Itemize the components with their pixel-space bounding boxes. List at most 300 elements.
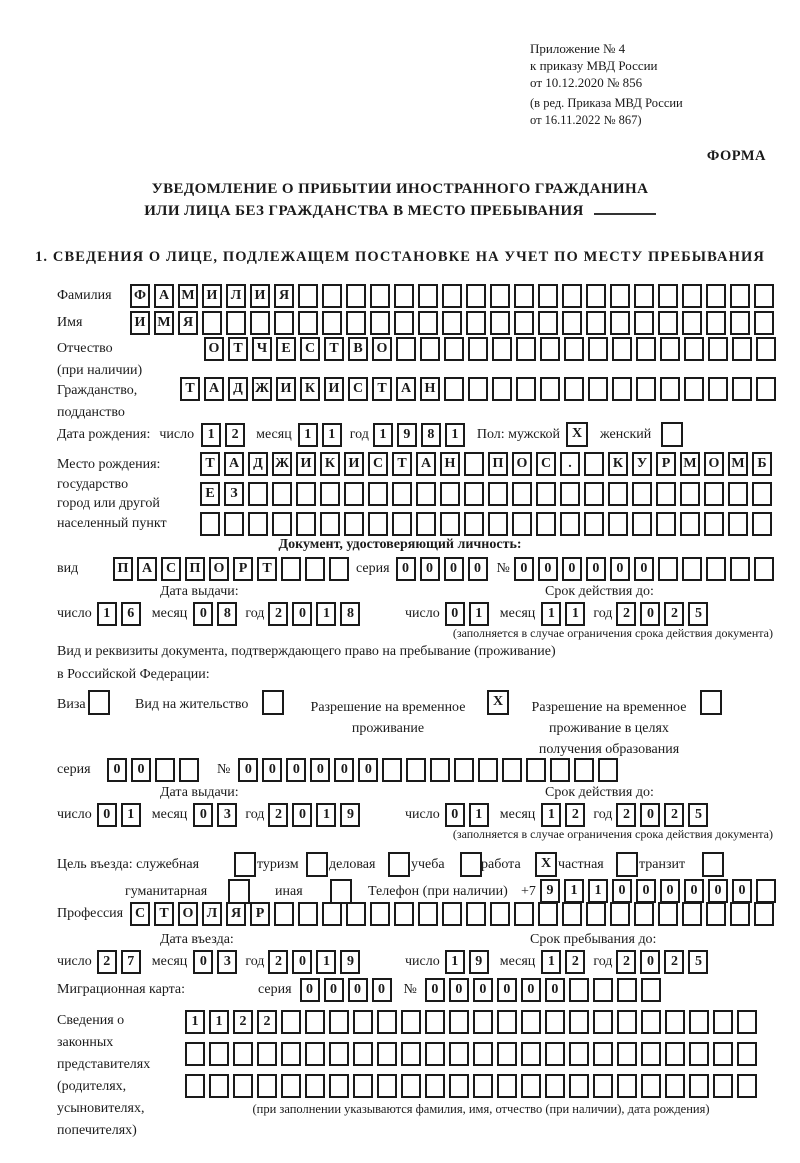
char-cell[interactable]: 0 xyxy=(300,978,320,1002)
char-cell[interactable] xyxy=(730,311,750,335)
char-cell[interactable] xyxy=(617,1042,637,1066)
char-cell[interactable] xyxy=(502,758,522,782)
char-cell[interactable] xyxy=(377,1042,397,1066)
char-cell[interactable]: 0 xyxy=(97,803,117,827)
char-cell[interactable]: 1 xyxy=(316,803,336,827)
char-cell[interactable] xyxy=(636,377,656,401)
char-cell[interactable] xyxy=(473,1042,493,1066)
char-cell[interactable] xyxy=(298,284,318,308)
char-cell[interactable]: 0 xyxy=(193,803,213,827)
char-cell[interactable] xyxy=(394,284,414,308)
char-cell[interactable]: 2 xyxy=(268,803,288,827)
char-cell[interactable]: Н xyxy=(440,452,460,476)
char-cell[interactable] xyxy=(416,482,436,506)
char-cell[interactable] xyxy=(488,512,508,536)
char-cell[interactable]: С xyxy=(130,902,150,926)
char-cell[interactable]: 1 xyxy=(565,602,585,626)
char-cell[interactable] xyxy=(449,1074,469,1098)
res-issue-day-cells[interactable] xyxy=(97,803,141,827)
char-cell[interactable] xyxy=(473,1010,493,1034)
char-cell[interactable] xyxy=(641,1074,661,1098)
patronymic-cells[interactable] xyxy=(204,337,776,361)
char-cell[interactable]: А xyxy=(137,557,157,581)
char-cell[interactable]: 0 xyxy=(131,758,151,782)
char-cell[interactable] xyxy=(588,337,608,361)
char-cell[interactable]: 0 xyxy=(521,978,541,1002)
char-cell[interactable]: 0 xyxy=(334,758,354,782)
char-cell[interactable] xyxy=(346,284,366,308)
char-cell[interactable]: С xyxy=(368,452,388,476)
char-cell[interactable]: Я xyxy=(178,311,198,335)
char-cell[interactable] xyxy=(298,311,318,335)
char-cell[interactable]: С xyxy=(161,557,181,581)
char-cell[interactable]: А xyxy=(154,284,174,308)
char-cell[interactable] xyxy=(257,1074,277,1098)
char-cell[interactable] xyxy=(185,1074,205,1098)
char-cell[interactable] xyxy=(464,452,484,476)
char-cell[interactable] xyxy=(562,902,582,926)
char-cell[interactable]: 0 xyxy=(468,557,488,581)
char-cell[interactable] xyxy=(658,284,678,308)
char-cell[interactable]: 1 xyxy=(588,879,608,903)
char-cell[interactable] xyxy=(320,482,340,506)
char-cell[interactable]: X xyxy=(566,422,588,447)
char-cell[interactable] xyxy=(396,337,416,361)
char-cell[interactable] xyxy=(185,1042,205,1066)
char-cell[interactable] xyxy=(665,1042,685,1066)
char-cell[interactable] xyxy=(700,690,722,715)
char-cell[interactable] xyxy=(490,284,510,308)
char-cell[interactable] xyxy=(516,377,536,401)
char-cell[interactable] xyxy=(418,311,438,335)
temp-residence-edu-checkbox[interactable] xyxy=(700,690,722,715)
char-cell[interactable] xyxy=(656,482,676,506)
char-cell[interactable]: 0 xyxy=(586,557,606,581)
female-checkbox[interactable] xyxy=(661,422,683,447)
surname-cells[interactable] xyxy=(130,284,774,308)
char-cell[interactable] xyxy=(394,311,414,335)
char-cell[interactable]: 1 xyxy=(541,602,561,626)
res-valid-month-cells[interactable] xyxy=(541,803,585,827)
char-cell[interactable] xyxy=(368,512,388,536)
char-cell[interactable]: 9 xyxy=(397,423,417,447)
char-cell[interactable] xyxy=(329,557,349,581)
mig-number-cells[interactable] xyxy=(425,978,661,1002)
char-cell[interactable] xyxy=(569,1042,589,1066)
char-cell[interactable] xyxy=(641,978,661,1002)
char-cell[interactable] xyxy=(274,902,294,926)
char-cell[interactable]: 1 xyxy=(121,803,141,827)
char-cell[interactable] xyxy=(593,1010,613,1034)
char-cell[interactable] xyxy=(430,758,450,782)
char-cell[interactable] xyxy=(250,311,270,335)
char-cell[interactable] xyxy=(704,482,724,506)
char-cell[interactable]: 0 xyxy=(238,758,258,782)
id-issue-day-cells[interactable] xyxy=(97,602,141,626)
char-cell[interactable] xyxy=(612,377,632,401)
char-cell[interactable] xyxy=(272,482,292,506)
char-cell[interactable] xyxy=(574,758,594,782)
char-cell[interactable]: М xyxy=(728,452,748,476)
char-cell[interactable] xyxy=(586,311,606,335)
char-cell[interactable]: 0 xyxy=(396,557,416,581)
char-cell[interactable] xyxy=(464,482,484,506)
res-valid-year-cells[interactable] xyxy=(616,803,708,827)
char-cell[interactable] xyxy=(564,337,584,361)
char-cell[interactable] xyxy=(305,1042,325,1066)
char-cell[interactable] xyxy=(298,902,318,926)
char-cell[interactable]: 0 xyxy=(684,879,704,903)
char-cell[interactable] xyxy=(608,512,628,536)
char-cell[interactable] xyxy=(617,1010,637,1034)
id-number-cells[interactable] xyxy=(514,557,774,581)
char-cell[interactable] xyxy=(612,337,632,361)
char-cell[interactable]: Т xyxy=(228,337,248,361)
char-cell[interactable]: Т xyxy=(372,377,392,401)
char-cell[interactable]: 0 xyxy=(292,602,312,626)
char-cell[interactable]: И xyxy=(296,452,316,476)
char-cell[interactable] xyxy=(228,879,250,904)
id-valid-year-cells[interactable] xyxy=(616,602,708,626)
char-cell[interactable]: А xyxy=(416,452,436,476)
char-cell[interactable] xyxy=(353,1042,373,1066)
citizenship-cells[interactable] xyxy=(180,377,776,401)
char-cell[interactable] xyxy=(233,1074,253,1098)
char-cell[interactable] xyxy=(737,1074,757,1098)
char-cell[interactable] xyxy=(401,1074,421,1098)
birthplace-cells-row1[interactable] xyxy=(200,452,772,476)
char-cell[interactable] xyxy=(418,902,438,926)
char-cell[interactable] xyxy=(569,1074,589,1098)
char-cell[interactable]: 5 xyxy=(688,803,708,827)
char-cell[interactable]: 1 xyxy=(541,803,561,827)
char-cell[interactable] xyxy=(468,377,488,401)
char-cell[interactable]: И xyxy=(324,377,344,401)
char-cell[interactable] xyxy=(545,1074,565,1098)
char-cell[interactable]: П xyxy=(185,557,205,581)
char-cell[interactable]: 9 xyxy=(469,950,489,974)
char-cell[interactable]: И xyxy=(250,284,270,308)
char-cell[interactable] xyxy=(330,879,352,904)
char-cell[interactable] xyxy=(752,512,772,536)
char-cell[interactable] xyxy=(658,902,678,926)
char-cell[interactable] xyxy=(322,284,342,308)
mig-series-cells[interactable] xyxy=(300,978,392,1002)
char-cell[interactable]: 0 xyxy=(497,978,517,1002)
char-cell[interactable]: 0 xyxy=(610,557,630,581)
char-cell[interactable] xyxy=(610,902,630,926)
legal-rep-cells-row3[interactable] xyxy=(185,1074,757,1098)
char-cell[interactable]: 2 xyxy=(225,423,245,447)
char-cell[interactable] xyxy=(660,337,680,361)
char-cell[interactable]: К xyxy=(300,377,320,401)
char-cell[interactable]: Д xyxy=(228,377,248,401)
char-cell[interactable] xyxy=(521,1010,541,1034)
char-cell[interactable] xyxy=(344,482,364,506)
visa-checkbox[interactable] xyxy=(88,690,110,715)
char-cell[interactable] xyxy=(586,284,606,308)
char-cell[interactable] xyxy=(682,284,702,308)
char-cell[interactable]: 0 xyxy=(324,978,344,1002)
char-cell[interactable] xyxy=(418,284,438,308)
char-cell[interactable]: 0 xyxy=(514,557,534,581)
char-cell[interactable] xyxy=(545,1042,565,1066)
char-cell[interactable]: Е xyxy=(276,337,296,361)
char-cell[interactable] xyxy=(610,311,630,335)
char-cell[interactable]: В xyxy=(348,337,368,361)
char-cell[interactable] xyxy=(202,311,222,335)
birth-year-cells[interactable] xyxy=(373,423,465,447)
char-cell[interactable] xyxy=(514,311,534,335)
char-cell[interactable] xyxy=(425,1010,445,1034)
entry-year-cells[interactable] xyxy=(268,950,360,974)
char-cell[interactable] xyxy=(209,1074,229,1098)
char-cell[interactable] xyxy=(401,1042,421,1066)
char-cell[interactable] xyxy=(641,1042,661,1066)
char-cell[interactable] xyxy=(737,1010,757,1034)
char-cell[interactable]: 0 xyxy=(348,978,368,1002)
char-cell[interactable] xyxy=(353,1074,373,1098)
purpose-tourism-checkbox[interactable] xyxy=(306,852,328,877)
char-cell[interactable] xyxy=(320,512,340,536)
char-cell[interactable] xyxy=(382,758,402,782)
char-cell[interactable] xyxy=(209,1042,229,1066)
char-cell[interactable] xyxy=(608,482,628,506)
char-cell[interactable] xyxy=(281,557,301,581)
char-cell[interactable]: 0 xyxy=(640,803,660,827)
char-cell[interactable]: 0 xyxy=(612,879,632,903)
char-cell[interactable] xyxy=(593,978,613,1002)
char-cell[interactable] xyxy=(538,902,558,926)
char-cell[interactable] xyxy=(682,902,702,926)
char-cell[interactable]: Н xyxy=(420,377,440,401)
char-cell[interactable]: Ф xyxy=(130,284,150,308)
char-cell[interactable]: 1 xyxy=(316,950,336,974)
name-cells[interactable] xyxy=(130,311,774,335)
char-cell[interactable] xyxy=(593,1074,613,1098)
char-cell[interactable] xyxy=(684,377,704,401)
char-cell[interactable]: И xyxy=(344,452,364,476)
char-cell[interactable] xyxy=(684,337,704,361)
char-cell[interactable]: 2 xyxy=(664,602,684,626)
char-cell[interactable] xyxy=(444,377,464,401)
char-cell[interactable] xyxy=(444,337,464,361)
char-cell[interactable]: X xyxy=(535,852,557,877)
char-cell[interactable] xyxy=(449,1010,469,1034)
char-cell[interactable]: Е xyxy=(200,482,220,506)
char-cell[interactable] xyxy=(512,482,532,506)
char-cell[interactable] xyxy=(617,978,637,1002)
char-cell[interactable]: 1 xyxy=(445,950,465,974)
char-cell[interactable]: П xyxy=(113,557,133,581)
char-cell[interactable] xyxy=(370,284,390,308)
char-cell[interactable]: 2 xyxy=(616,950,636,974)
char-cell[interactable]: О xyxy=(512,452,532,476)
char-cell[interactable] xyxy=(305,557,325,581)
char-cell[interactable] xyxy=(200,512,220,536)
char-cell[interactable]: О xyxy=(178,902,198,926)
temp-residence-checkbox[interactable] xyxy=(487,690,509,715)
char-cell[interactable]: 1 xyxy=(469,602,489,626)
char-cell[interactable] xyxy=(406,758,426,782)
char-cell[interactable] xyxy=(478,758,498,782)
char-cell[interactable]: Р xyxy=(250,902,270,926)
char-cell[interactable] xyxy=(538,311,558,335)
char-cell[interactable] xyxy=(425,1074,445,1098)
char-cell[interactable]: З xyxy=(224,482,244,506)
char-cell[interactable] xyxy=(466,902,486,926)
char-cell[interactable] xyxy=(634,311,654,335)
char-cell[interactable] xyxy=(754,311,774,335)
char-cell[interactable] xyxy=(466,284,486,308)
purpose-transit-checkbox[interactable] xyxy=(702,852,724,877)
char-cell[interactable] xyxy=(732,337,752,361)
char-cell[interactable] xyxy=(516,337,536,361)
char-cell[interactable] xyxy=(466,311,486,335)
char-cell[interactable] xyxy=(257,1042,277,1066)
char-cell[interactable]: 7 xyxy=(121,950,141,974)
char-cell[interactable]: 1 xyxy=(322,423,342,447)
birth-day-cells[interactable] xyxy=(201,423,245,447)
char-cell[interactable] xyxy=(545,1010,565,1034)
res-number-cells[interactable] xyxy=(238,758,618,782)
char-cell[interactable] xyxy=(617,1074,637,1098)
char-cell[interactable] xyxy=(656,512,676,536)
char-cell[interactable] xyxy=(234,852,256,877)
stay-month-cells[interactable] xyxy=(541,950,585,974)
char-cell[interactable] xyxy=(680,512,700,536)
char-cell[interactable]: 0 xyxy=(444,557,464,581)
char-cell[interactable] xyxy=(492,337,512,361)
char-cell[interactable] xyxy=(658,557,678,581)
char-cell[interactable] xyxy=(708,337,728,361)
res-issue-year-cells[interactable] xyxy=(268,803,360,827)
char-cell[interactable] xyxy=(440,482,460,506)
char-cell[interactable]: 1 xyxy=(97,602,117,626)
char-cell[interactable] xyxy=(233,1042,253,1066)
char-cell[interactable]: М xyxy=(154,311,174,335)
char-cell[interactable]: М xyxy=(178,284,198,308)
char-cell[interactable] xyxy=(632,482,652,506)
char-cell[interactable] xyxy=(634,902,654,926)
char-cell[interactable] xyxy=(329,1074,349,1098)
char-cell[interactable]: 2 xyxy=(268,950,288,974)
male-checkbox[interactable] xyxy=(566,422,588,447)
char-cell[interactable] xyxy=(497,1042,517,1066)
char-cell[interactable]: 0 xyxy=(660,879,680,903)
char-cell[interactable] xyxy=(732,377,752,401)
stay-day-cells[interactable] xyxy=(445,950,489,974)
char-cell[interactable] xyxy=(702,852,724,877)
char-cell[interactable]: 2 xyxy=(664,803,684,827)
char-cell[interactable]: 0 xyxy=(473,978,493,1002)
char-cell[interactable] xyxy=(305,1010,325,1034)
char-cell[interactable] xyxy=(329,1042,349,1066)
purpose-study-checkbox[interactable] xyxy=(460,852,482,877)
char-cell[interactable] xyxy=(598,758,618,782)
char-cell[interactable]: 0 xyxy=(449,978,469,1002)
char-cell[interactable]: 0 xyxy=(193,602,213,626)
char-cell[interactable]: У xyxy=(632,452,652,476)
char-cell[interactable] xyxy=(538,284,558,308)
char-cell[interactable] xyxy=(560,482,580,506)
char-cell[interactable] xyxy=(584,452,604,476)
char-cell[interactable]: Р xyxy=(233,557,253,581)
char-cell[interactable] xyxy=(632,512,652,536)
char-cell[interactable]: 2 xyxy=(268,602,288,626)
char-cell[interactable] xyxy=(584,482,604,506)
char-cell[interactable]: 1 xyxy=(201,423,221,447)
id-issue-month-cells[interactable] xyxy=(193,602,237,626)
char-cell[interactable]: А xyxy=(396,377,416,401)
char-cell[interactable] xyxy=(274,311,294,335)
legal-rep-cells-row2[interactable] xyxy=(185,1042,757,1066)
char-cell[interactable] xyxy=(588,377,608,401)
char-cell[interactable]: 3 xyxy=(217,803,237,827)
char-cell[interactable] xyxy=(281,1042,301,1066)
char-cell[interactable]: О xyxy=(704,452,724,476)
char-cell[interactable]: Т xyxy=(154,902,174,926)
char-cell[interactable] xyxy=(689,1074,709,1098)
char-cell[interactable] xyxy=(730,902,750,926)
id-kind-cells[interactable] xyxy=(113,557,349,581)
char-cell[interactable]: 0 xyxy=(358,758,378,782)
char-cell[interactable] xyxy=(460,852,482,877)
char-cell[interactable] xyxy=(394,902,414,926)
char-cell[interactable] xyxy=(728,482,748,506)
char-cell[interactable] xyxy=(401,1010,421,1034)
char-cell[interactable] xyxy=(272,512,292,536)
char-cell[interactable]: 9 xyxy=(340,950,360,974)
char-cell[interactable] xyxy=(262,690,284,715)
char-cell[interactable]: 1 xyxy=(469,803,489,827)
char-cell[interactable]: 6 xyxy=(121,602,141,626)
char-cell[interactable]: С xyxy=(536,452,556,476)
char-cell[interactable] xyxy=(756,337,776,361)
char-cell[interactable] xyxy=(540,377,560,401)
char-cell[interactable]: Я xyxy=(274,284,294,308)
char-cell[interactable]: 1 xyxy=(298,423,318,447)
char-cell[interactable] xyxy=(306,852,328,877)
char-cell[interactable]: 2 xyxy=(565,950,585,974)
char-cell[interactable] xyxy=(661,422,683,447)
id-valid-day-cells[interactable] xyxy=(445,602,489,626)
char-cell[interactable] xyxy=(658,311,678,335)
char-cell[interactable] xyxy=(179,758,199,782)
char-cell[interactable] xyxy=(521,1074,541,1098)
char-cell[interactable] xyxy=(388,852,410,877)
char-cell[interactable]: К xyxy=(608,452,628,476)
char-cell[interactable] xyxy=(497,1010,517,1034)
char-cell[interactable]: 0 xyxy=(262,758,282,782)
char-cell[interactable]: 2 xyxy=(97,950,117,974)
char-cell[interactable] xyxy=(536,482,556,506)
char-cell[interactable] xyxy=(564,377,584,401)
char-cell[interactable] xyxy=(634,284,654,308)
char-cell[interactable]: . xyxy=(560,452,580,476)
char-cell[interactable] xyxy=(660,377,680,401)
char-cell[interactable] xyxy=(226,311,246,335)
char-cell[interactable]: И xyxy=(276,377,296,401)
char-cell[interactable] xyxy=(610,284,630,308)
char-cell[interactable]: К xyxy=(320,452,340,476)
char-cell[interactable]: 0 xyxy=(310,758,330,782)
char-cell[interactable]: 0 xyxy=(107,758,127,782)
char-cell[interactable] xyxy=(497,1074,517,1098)
char-cell[interactable]: С xyxy=(348,377,368,401)
char-cell[interactable]: 0 xyxy=(292,803,312,827)
char-cell[interactable] xyxy=(680,482,700,506)
